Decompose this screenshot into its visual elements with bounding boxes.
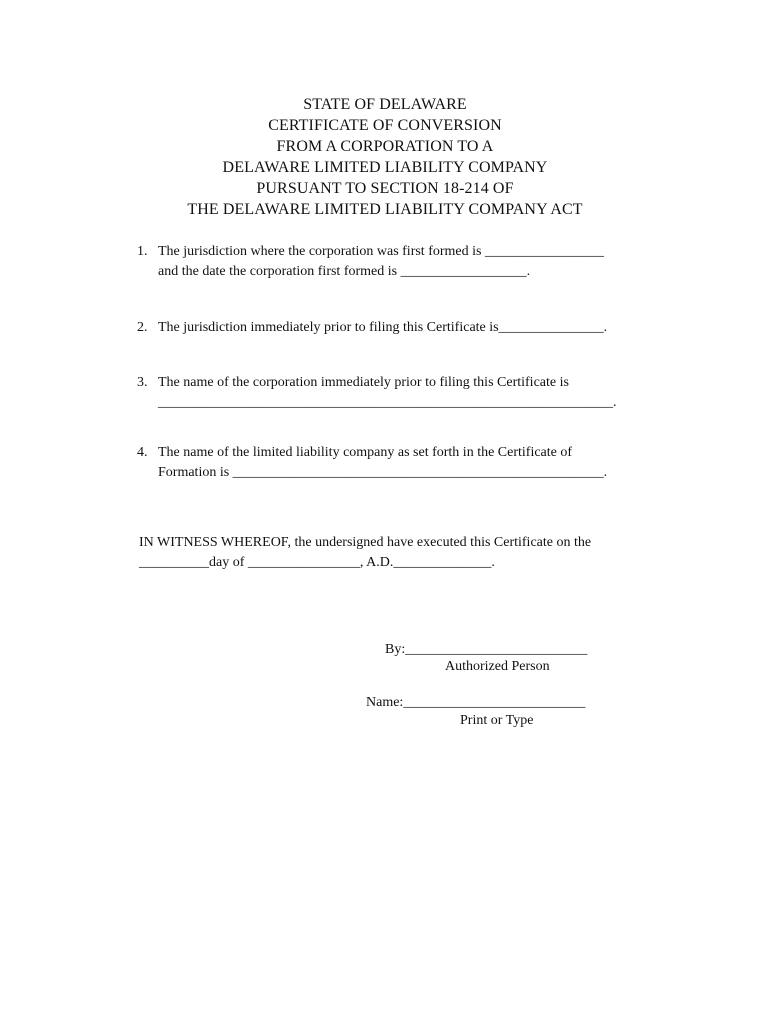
- item-line: The jurisdiction where the corporation was first formed is _________________: [158, 244, 604, 259]
- item-text: [158, 318, 607, 338]
- name-signature-caption: Print or Type: [460, 713, 534, 728]
- title-line-4: DELAWARE LIMITED LIABILITY COMPANY: [222, 159, 548, 176]
- item-line: The name of the limited liability company as set forth in the Certificate of: [158, 445, 573, 460]
- item-text: [158, 443, 607, 483]
- by-signature-caption: Authorized Person: [445, 659, 550, 674]
- document-title: [0, 94, 770, 220]
- title-line-6: THE DELAWARE LIMITED LIABILITY COMPANY ACT: [187, 201, 583, 218]
- name-signature-line: Name:__________________________: [366, 695, 586, 710]
- title-line-2: CERTIFICATE OF CONVERSION: [268, 117, 502, 134]
- witness-clause: [139, 533, 591, 573]
- item-number: 1.: [137, 244, 148, 259]
- by-signature-line: By:__________________________: [385, 642, 588, 657]
- witness-line: IN WITNESS WHEREOF, the undersigned have executed this Certificate on the: [139, 535, 592, 550]
- witness-line: __________day of ________________, A.D.______________.: [139, 555, 495, 570]
- item-line: Formation is _____________________________________________________.: [158, 465, 608, 480]
- item-line: _________________________________________________________________.: [158, 395, 617, 410]
- title-line-1: STATE OF DELAWARE: [303, 96, 467, 113]
- title-line-3: FROM A CORPORATION TO A: [276, 138, 494, 155]
- item-text: [158, 242, 604, 282]
- item-number: 4.: [137, 445, 148, 460]
- item-number: 3.: [137, 375, 148, 390]
- title-line-5: PURSUANT TO SECTION 18-214 OF: [256, 180, 514, 197]
- item-line: and the date the corporation first formed is __________________.: [158, 264, 531, 279]
- item-number: 2.: [137, 320, 148, 335]
- item-text: [158, 373, 617, 413]
- item-line: The name of the corporation immediately prior to filing this Certificate is: [158, 375, 569, 390]
- item-line: The jurisdiction immediately prior to filing this Certificate is_______________.: [158, 320, 608, 335]
